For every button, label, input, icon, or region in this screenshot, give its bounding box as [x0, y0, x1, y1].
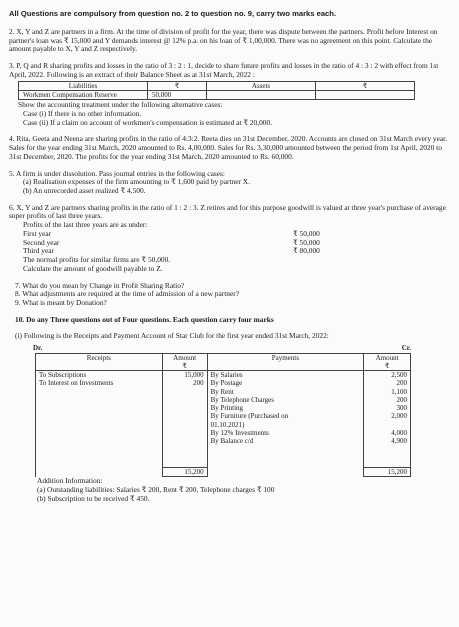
question-3	[9, 62, 449, 127]
profit-amount-3: ₹ 80,000	[293, 246, 320, 256]
question-4-text: 4. Rita, Geeta and Neena are sharing profits in the ratio of 4:3:2. Reeta dies on 31st December, 2020. Accounts are closed on 31st March every year. Sales for the year ending 31st March, 2020 amounted to Rs. 4,00,000. Sales for Rs. 3,30,000 amounted between the period from 1st April, 2020 to 31st December, 2020. The profits for the year ending 31st March, 2020 amounted to Rs. 60,000.	[9, 134, 448, 161]
section-heading: All Questions are compulsory from question no. 2 to question no. 9, carry two marks each.	[9, 9, 337, 18]
payment-label: 01.10.2021)	[210, 420, 245, 429]
question-8: 8. What adjustments are required at the time of admission of a new partner?	[15, 289, 239, 299]
bs-header-assets: Assets	[207, 81, 316, 90]
question-5-text: 5. A firm is under dissolution. Pass journal entries in the following cases:	[9, 168, 225, 178]
bs-header-liabilities: Liabilities	[19, 81, 148, 90]
bs-row-amount: 50,000	[148, 90, 207, 99]
question-3-case-1: Case (i) If there is no other information.	[23, 108, 142, 118]
question-6-profits-label: Profits of the last three years are as under:	[23, 220, 148, 230]
short-questions	[9, 282, 449, 308]
rp-table	[35, 353, 411, 478]
profit-year-3: Third year	[23, 246, 54, 256]
profit-amount-2: ₹ 50,000	[293, 237, 320, 247]
receipt-amount: 15,000	[184, 371, 204, 380]
rp-total-right: 15,200	[364, 468, 411, 477]
rp-header-amount-right: Amount ₹	[364, 353, 411, 371]
rp-receipts-amount-col	[162, 371, 207, 468]
question-5-item-a: (a) Realisation expenses of the firm amounting to ₹ 1,600 paid by partner X.	[23, 177, 250, 187]
payment-amount: 4,000	[391, 428, 407, 437]
balance-sheet-extract	[18, 81, 415, 101]
payment-amount-blank	[367, 421, 407, 429]
question-2-text: 2. X, Y and Z are partners in a firm. At the time of division of profit for the year, there was dispute between the partners. Profit before Interest on partner's loan was ₹ 15,000 and Y demands interest @ 12% p.a. on his loan of ₹ 1,00,000. There was no agreement on this point. Calculate the amount payable to X, Y and Z respectively.	[9, 26, 438, 54]
payment-amount: 300	[396, 404, 407, 413]
question-3-case-2: Case (ii) If a claim on account of workmen's compensation is estimated at ₹ 20,000.	[23, 117, 273, 127]
payment-amount: 1,100	[391, 387, 407, 396]
question-9: 9. What is meant by Donation?	[15, 298, 107, 308]
bs-header-rupee-2: ₹	[316, 81, 415, 90]
rp-payments-col	[207, 371, 364, 468]
question-3-text: 3. P, Q and R sharing profits and losses in the ratio of 3 : 2 : 1, decide to share future profits and losses in the ratio of 4 : 3 : 2 with effect from 1st April, 2022. Following is an extract of their Balance Sheet as at 31st March, 2022 :	[9, 61, 439, 79]
profit-year-1: First year	[23, 228, 52, 238]
payment-amount: 200	[396, 395, 407, 404]
payment-amount: 4,900	[391, 437, 407, 446]
payment-label: By Postage	[210, 379, 243, 388]
additional-item-a: (a) Outstanding liabilities: Salaries ₹ 200, Rent ₹ 200, Telephone charges ₹ 100	[37, 485, 275, 495]
rp-header-amount-left: Amount ₹	[162, 353, 207, 371]
rp-receipts-col	[36, 371, 163, 468]
question-7: 7. What do you mean by Change in Profit Sharing Ratio?	[15, 280, 185, 290]
profit-year-2: Second year	[23, 237, 60, 247]
bs-row-asset-amount	[316, 90, 415, 99]
question-2	[9, 28, 449, 54]
question-10-i: (i) Following is the Receipts and Payment Account of Star Club for the first year ended 31st March, 2022:	[15, 330, 329, 340]
additional-information	[9, 477, 449, 503]
receipt-label: To Interest on Investments	[39, 379, 114, 388]
payment-amount: 2,000	[391, 412, 407, 421]
payment-label: By Salaries	[210, 371, 243, 380]
additional-item-b: (b) Subscription to be received ₹ 450.	[37, 493, 150, 503]
bs-row-label: Workmen Compensation Reserve	[19, 90, 148, 99]
payment-label: By Rent	[210, 387, 234, 396]
bs-header-rupee: ₹	[148, 81, 207, 90]
rp-header-payments: Payments	[207, 353, 364, 371]
payment-label: By Printing	[210, 404, 244, 413]
payment-amount: 200	[396, 379, 407, 388]
payment-label: By Balance c/d	[210, 437, 254, 446]
cr-label: Cr.	[401, 344, 411, 353]
rp-header-receipts: Receipts	[36, 353, 163, 371]
bs-row-asset	[207, 90, 316, 99]
question-5-item-b: (b) An unrecorded asset realized ₹ 4,500.	[23, 186, 146, 195]
question-6-normal-profit: The normal profits for similar firms are ₹ 50,000.	[23, 255, 171, 265]
profits-list	[9, 230, 449, 256]
payment-amount: 2,500	[391, 371, 407, 380]
question-6	[9, 204, 449, 274]
rp-payments-amount-col	[364, 371, 411, 468]
payment-label: By Telephone Charges	[210, 395, 274, 404]
receipt-label: To Subscriptions	[39, 371, 87, 380]
question-4	[9, 135, 449, 161]
additional-label: Addition Information:	[37, 476, 103, 486]
payment-label: By Furniture (Purchased on	[210, 412, 289, 421]
profit-amount-1: ₹ 50,000	[293, 228, 320, 238]
question-3-instruction: Show the accounting treatment under the following alternative cases:	[18, 100, 223, 110]
dr-label: Dr.	[33, 344, 43, 353]
question-5	[9, 170, 449, 196]
receipt-amount: 200	[193, 379, 204, 388]
payment-label: By 12% Investments	[210, 428, 269, 437]
question-10-heading: 10. Do any Three questions out of Four questions. Each question carry four marks	[15, 314, 274, 324]
question-6-text: 6. X, Y and Z are partners sharing profits in the ratio of 1 : 2 : 3. Z retires and for this purpose goodwill is valued at three year's purchase of average super profits of last three years.	[9, 202, 446, 221]
receipts-payments-account	[33, 344, 433, 477]
rp-total-left: 15,200	[162, 468, 207, 477]
question-6-calc: Calculate the amount of goodwill payable to Z.	[23, 263, 163, 273]
